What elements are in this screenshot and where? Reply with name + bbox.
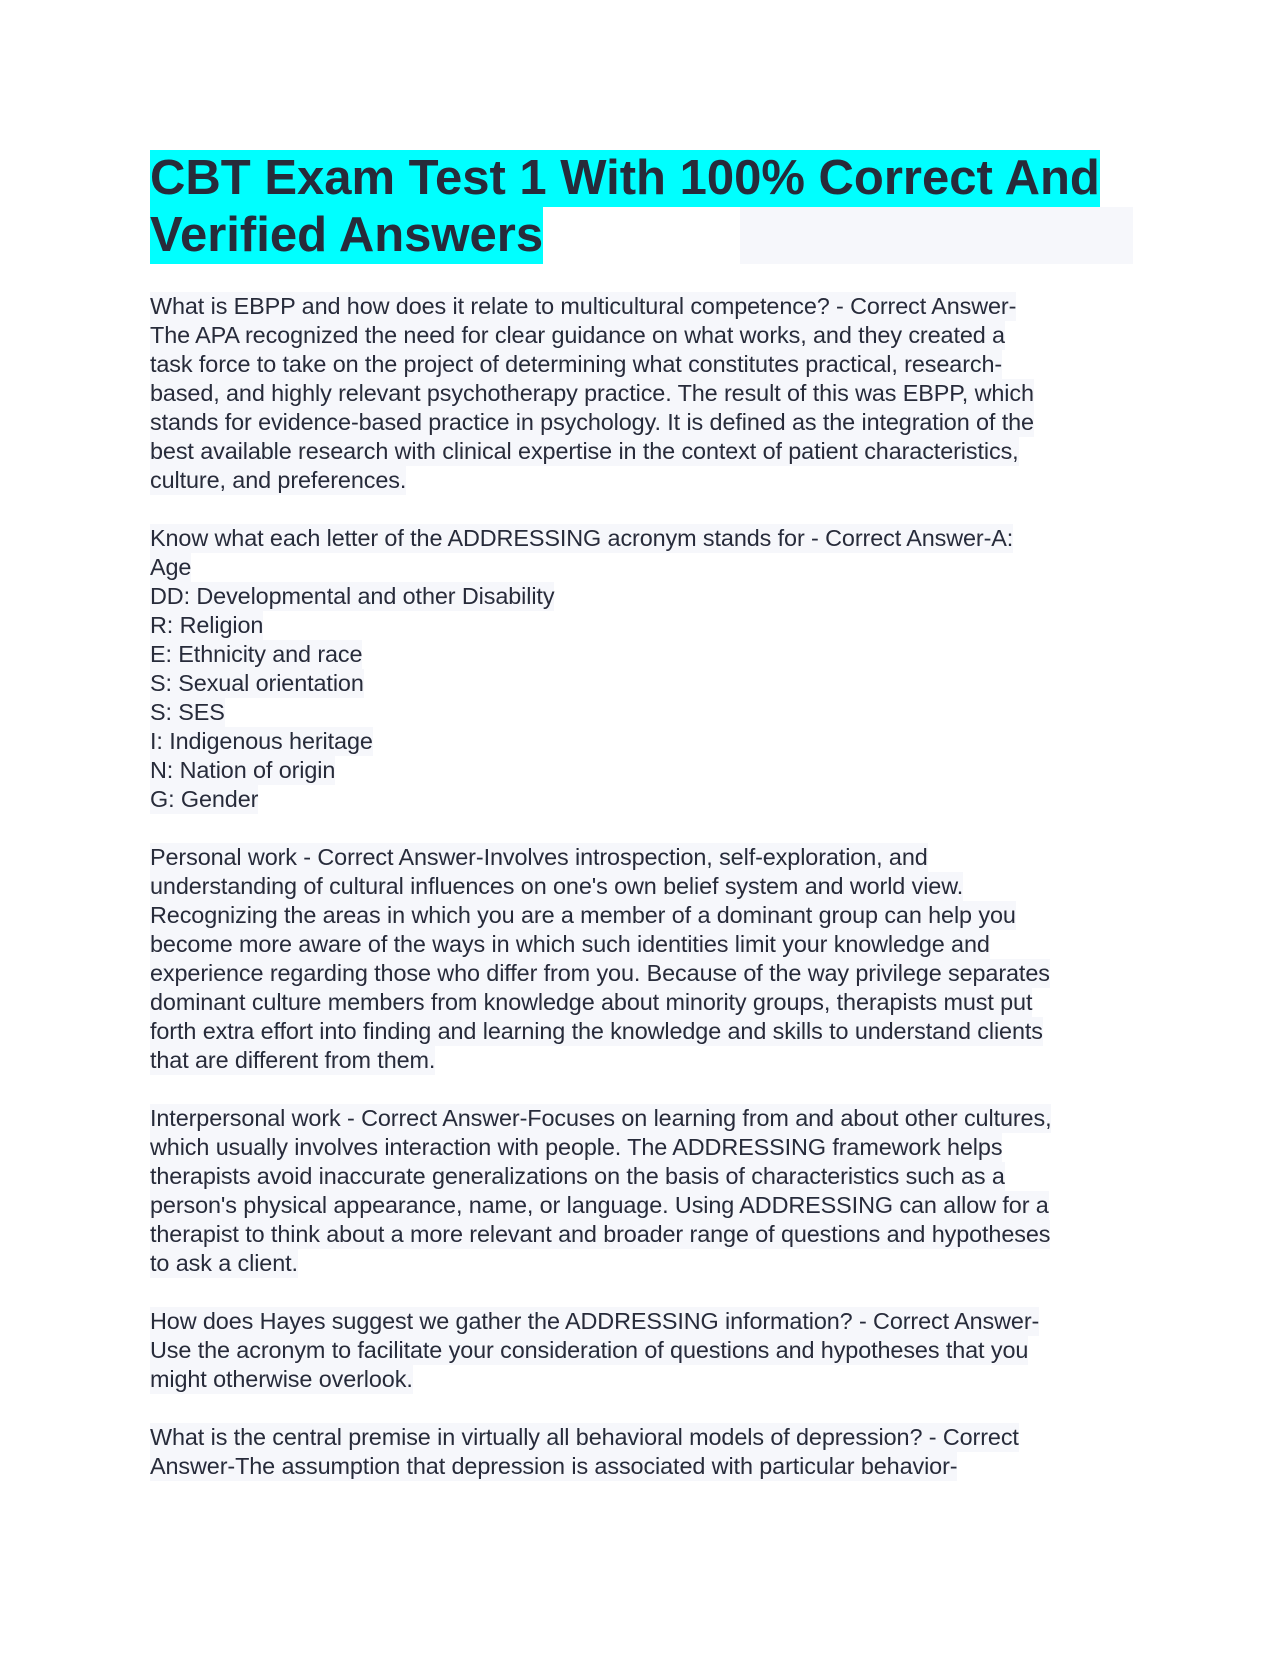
text-line: person's physical appearance, name, or language. Using ADDRESSING can allow for a — [150, 1192, 1049, 1218]
qa-behavioral-models-depression — [150, 1423, 1140, 1481]
document-title — [150, 150, 1140, 264]
acronym-item: DD: Developmental and other Disability — [150, 583, 555, 609]
text-line: understanding of cultural influences on one's own belief system and world view. — [150, 873, 964, 899]
text-line: therapists avoid inaccurate generalizations on the basis of characteristics such as a — [150, 1163, 1005, 1189]
document-page — [150, 150, 1140, 1510]
text-line: therapist to think about a more relevant and broader range of questions and hypotheses — [150, 1221, 1051, 1247]
text-line: Age — [150, 554, 192, 580]
document-title-line: Verified Answers — [150, 208, 544, 262]
text-line: experience regarding those who differ from you. Because of the way privilege separates — [150, 960, 1050, 986]
qa-addressing-acronym — [150, 524, 1140, 814]
text-line: Interpersonal work - Correct Answer-Focuses on learning from and about other cultures, — [150, 1105, 1052, 1131]
text-line: Personal work - Correct Answer-Involves introspection, self-exploration, and — [150, 844, 928, 870]
text-line: task force to take on the project of determining what constitutes practical, research- — [150, 351, 1003, 377]
qa-ebpp — [150, 292, 1140, 495]
acronym-item: I: Indigenous heritage — [150, 728, 373, 754]
text-line: to ask a client. — [150, 1250, 298, 1276]
qa-interpersonal-work — [150, 1104, 1140, 1278]
acronym-item: N: Nation of origin — [150, 757, 336, 783]
text-line: best available research with clinical expertise in the context of patient characteristics, — [150, 438, 1019, 464]
acronym-item: E: Ethnicity and race — [150, 641, 363, 667]
text-line: based, and highly relevant psychotherapy practice. The result of this was EBPP, which — [150, 380, 1034, 406]
text-line: that are different from them. — [150, 1047, 436, 1073]
text-line: Know what each letter of the ADDRESSING acronym stands for - Correct Answer-A: — [150, 525, 1014, 551]
text-line: Recognizing the areas in which you are a member of a dominant group can help you — [150, 902, 1016, 928]
acronym-item: S: Sexual orientation — [150, 670, 364, 696]
text-line: The APA recognized the need for clear guidance on what works, and they created a — [150, 322, 1005, 348]
text-line: Answer-The assumption that depression is associated with particular behavior- — [150, 1453, 958, 1479]
text-line: stands for evidence-based practice in psychology. It is defined as the integration of the — [150, 409, 1034, 435]
document-title-line: CBT Exam Test 1 With 100% Correct And — [150, 151, 1100, 205]
text-line: forth extra effort into finding and learning the knowledge and skills to understand clients — [150, 1018, 1043, 1044]
acronym-item: S: SES — [150, 699, 225, 725]
qa-personal-work — [150, 843, 1140, 1075]
text-line: Use the acronym to facilitate your consideration of questions and hypotheses that you — [150, 1337, 1029, 1363]
text-line: which usually involves interaction with people. The ADDRESSING framework helps — [150, 1134, 1003, 1160]
text-line: become more aware of the ways in which such identities limit your knowledge and — [150, 931, 990, 957]
qa-hayes-gathering — [150, 1307, 1140, 1394]
text-line: culture, and preferences. — [150, 467, 407, 493]
text-line: What is EBPP and how does it relate to multicultural competence? - Correct Answer- — [150, 293, 1017, 319]
text-line: What is the central premise in virtually all behavioral models of depression? - Correct — [150, 1424, 1019, 1450]
text-line: might otherwise overlook. — [150, 1366, 413, 1392]
text-line: How does Hayes suggest we gather the ADDRESSING information? - Correct Answer- — [150, 1308, 1040, 1334]
acronym-item: R: Religion — [150, 612, 264, 638]
text-line: dominant culture members from knowledge about minority groups, therapists must put — [150, 989, 1033, 1015]
acronym-item: G: Gender — [150, 786, 259, 812]
